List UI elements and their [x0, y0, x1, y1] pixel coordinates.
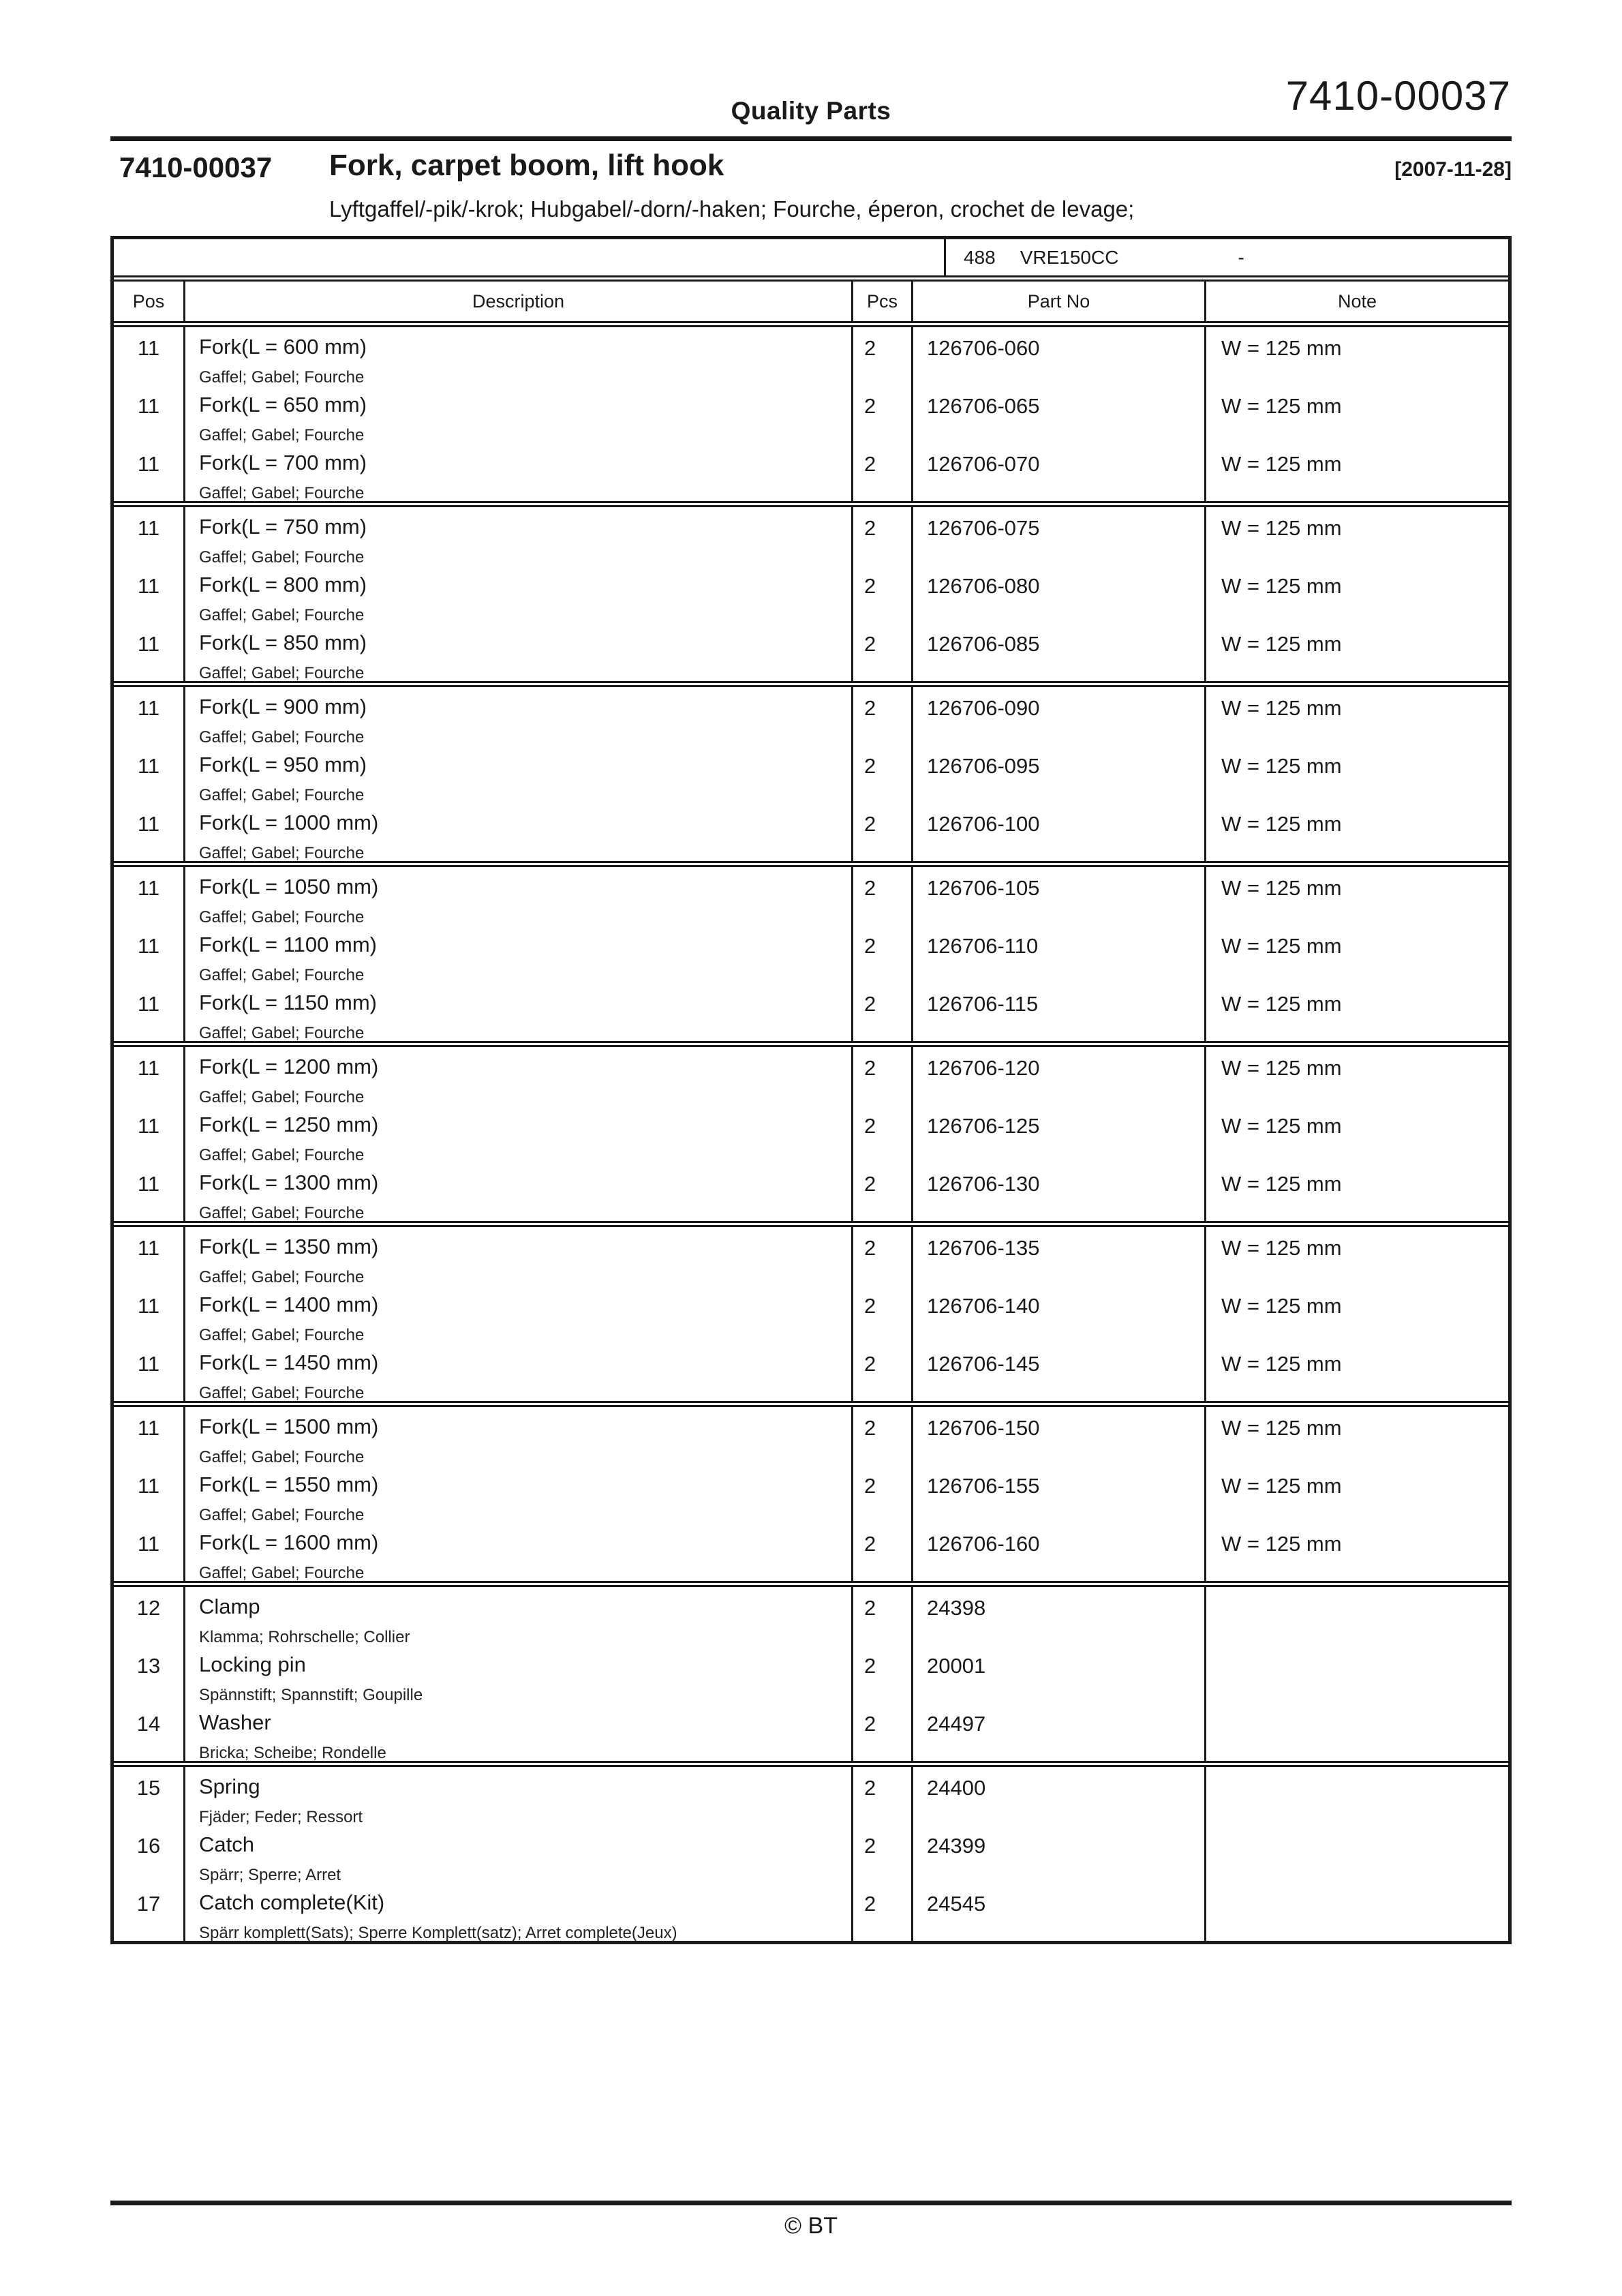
note-cell: W = 125 mm — [1221, 1474, 1342, 1498]
description-cell — [185, 925, 853, 985]
note-cell: W = 125 mm — [1221, 754, 1342, 778]
description-translations: Gaffel; Gabel; Fourche — [199, 1146, 365, 1164]
table-row — [114, 867, 1508, 925]
pcs-cell: 2 — [853, 1047, 913, 1107]
description-cell — [185, 327, 853, 387]
pos-cell: 17 — [114, 1883, 185, 1943]
description-cell — [185, 1825, 853, 1885]
description-main: Clamp — [199, 1595, 260, 1618]
pos-cell: 11 — [114, 565, 185, 625]
description-translations: Gaffel; Gabel; Fourche — [199, 1506, 365, 1524]
note-cell: W = 125 mm — [1221, 992, 1342, 1016]
description-translations: Gaffel; Gabel; Fourche — [199, 368, 365, 387]
part-no-cell: 24400 — [913, 1767, 1206, 1827]
part-no-cell: 126706-140 — [913, 1285, 1206, 1345]
note-cell: W = 125 mm — [1221, 452, 1342, 476]
table-row — [114, 1285, 1508, 1343]
column-header-description: Description — [185, 282, 853, 321]
column-header-pos: Pos — [114, 282, 185, 321]
description-cell — [185, 1163, 853, 1223]
pcs-cell: 2 — [853, 327, 913, 387]
part-no-cell: 126706-085 — [913, 623, 1206, 683]
pcs-cell: 2 — [853, 1227, 913, 1287]
description-cell — [185, 1465, 853, 1525]
description-main: Fork(L = 1350 mm) — [199, 1235, 379, 1258]
row-group — [114, 1047, 1508, 1227]
pos-cell: 11 — [114, 745, 185, 805]
table-row — [114, 1767, 1508, 1825]
parts-table — [110, 236, 1512, 1944]
part-no-cell: 126706-075 — [913, 507, 1206, 567]
pcs-cell: 2 — [853, 1407, 913, 1467]
description-cell — [185, 1227, 853, 1287]
pos-cell: 11 — [114, 327, 185, 387]
description-main: Washer — [199, 1710, 271, 1734]
table-body — [114, 327, 1508, 1941]
pos-cell: 11 — [114, 1343, 185, 1403]
pcs-cell: 2 — [853, 1645, 913, 1705]
table-row — [114, 565, 1508, 623]
table-row — [114, 983, 1508, 1041]
table-row — [114, 1163, 1508, 1221]
pcs-cell: 2 — [853, 745, 913, 805]
description-cell — [185, 1587, 853, 1647]
pcs-cell: 2 — [853, 507, 913, 567]
description-cell — [185, 745, 853, 805]
row-group — [114, 327, 1508, 507]
part-no-cell: 126706-120 — [913, 1047, 1206, 1107]
note-cell: W = 125 mm — [1221, 336, 1342, 360]
model-header-empty-cell — [114, 239, 946, 275]
table-row — [114, 925, 1508, 983]
part-no-cell: 24545 — [913, 1883, 1206, 1943]
note-cell: W = 125 mm — [1221, 1114, 1342, 1138]
pcs-cell: 2 — [853, 1163, 913, 1223]
row-group — [114, 687, 1508, 867]
note-cell: W = 125 mm — [1221, 516, 1342, 540]
description-cell — [185, 803, 853, 863]
pcs-cell: 2 — [853, 1767, 913, 1827]
description-translations: Gaffel; Gabel; Fourche — [199, 908, 365, 926]
description-main: Fork(L = 1250 mm) — [199, 1113, 379, 1136]
description-translations: Gaffel; Gabel; Fourche — [199, 1268, 365, 1286]
revision-date: [2007-11-28] — [1394, 158, 1512, 181]
part-no-cell: 126706-100 — [913, 803, 1206, 863]
pos-cell: 11 — [114, 443, 185, 503]
note-cell: W = 125 mm — [1221, 632, 1342, 656]
description-cell — [185, 1767, 853, 1827]
row-group — [114, 1407, 1508, 1587]
description-translations: Gaffel; Gabel; Fourche — [199, 786, 365, 804]
description-translations: Gaffel; Gabel; Fourche — [199, 484, 365, 502]
description-main: Fork(L = 1000 mm) — [199, 811, 379, 834]
table-row — [114, 803, 1508, 861]
table-row — [114, 1105, 1508, 1163]
description-main: Fork(L = 800 mm) — [199, 573, 367, 596]
description-translations: Spärr; Sperre; Arret — [199, 1866, 341, 1884]
description-translations: Gaffel; Gabel; Fourche — [199, 1326, 365, 1344]
description-cell — [185, 687, 853, 747]
pos-cell: 11 — [114, 867, 185, 927]
note-cell: W = 125 mm — [1221, 1294, 1342, 1318]
pcs-cell: 2 — [853, 1465, 913, 1525]
part-no-cell: 126706-070 — [913, 443, 1206, 503]
page-subtitle-translations: Lyftgaffel/-pik/-krok; Hubgabel/-dorn/-haken; Fourche, éperon, crochet de levage; — [329, 196, 1135, 222]
part-no-cell: 126706-125 — [913, 1105, 1206, 1165]
table-row — [114, 687, 1508, 745]
description-cell — [185, 1645, 853, 1705]
description-main: Fork(L = 850 mm) — [199, 631, 367, 654]
description-cell — [185, 1047, 853, 1107]
part-no-cell: 126706-115 — [913, 983, 1206, 1043]
copyright-notice: © BT — [784, 2213, 838, 2239]
description-translations: Spärr komplett(Sats); Sperre Komplett(satz); Arret complete(Jeux) — [199, 1924, 677, 1942]
pos-cell: 11 — [114, 1163, 185, 1223]
pcs-cell: 2 — [853, 1523, 913, 1583]
column-header-note: Note — [1337, 290, 1377, 312]
description-cell — [185, 1105, 853, 1165]
column-header-pcs: Pcs — [853, 282, 913, 321]
pcs-cell: 2 — [853, 623, 913, 683]
table-row — [114, 507, 1508, 565]
pcs-cell: 2 — [853, 1285, 913, 1345]
part-no-cell: 126706-150 — [913, 1407, 1206, 1467]
part-no-cell: 126706-090 — [913, 687, 1206, 747]
pcs-cell: 2 — [853, 803, 913, 863]
description-main: Fork(L = 1300 mm) — [199, 1170, 379, 1194]
pos-cell: 11 — [114, 1105, 185, 1165]
pcs-cell: 2 — [853, 867, 913, 927]
description-translations: Klamma; Rohrschelle; Collier — [199, 1628, 410, 1646]
table-row — [114, 327, 1508, 385]
note-cell: W = 125 mm — [1221, 394, 1342, 418]
pos-cell: 11 — [114, 687, 185, 747]
description-main: Fork(L = 750 mm) — [199, 515, 367, 539]
description-translations: Gaffel; Gabel; Fourche — [199, 966, 365, 984]
table-row — [114, 1465, 1508, 1523]
pos-cell: 14 — [114, 1703, 185, 1763]
description-main: Fork(L = 1550 mm) — [199, 1472, 379, 1496]
note-cell: W = 125 mm — [1221, 1416, 1342, 1440]
pcs-cell: 2 — [853, 1343, 913, 1403]
part-no-cell: 126706-160 — [913, 1523, 1206, 1583]
description-translations: Gaffel; Gabel; Fourche — [199, 1204, 365, 1222]
table-row — [114, 443, 1508, 501]
pos-cell: 11 — [114, 1407, 185, 1467]
description-cell — [185, 1523, 853, 1583]
note-cell — [1206, 1703, 1508, 1763]
description-translations: Gaffel; Gabel; Fourche — [199, 606, 365, 624]
header-divider-rule — [110, 136, 1512, 141]
description-main: Fork(L = 1100 mm) — [199, 933, 377, 956]
note-cell: W = 125 mm — [1221, 1056, 1342, 1080]
description-main: Fork(L = 1150 mm) — [199, 991, 377, 1014]
part-no-cell: 126706-145 — [913, 1343, 1206, 1403]
pos-cell: 11 — [114, 385, 185, 445]
pos-cell: 11 — [114, 1465, 185, 1525]
part-no-cell: 20001 — [913, 1645, 1206, 1705]
table-row — [114, 1883, 1508, 1941]
description-cell — [185, 1285, 853, 1345]
part-no-cell: 24399 — [913, 1825, 1206, 1885]
description-main: Fork(L = 1200 mm) — [199, 1055, 379, 1078]
pos-cell: 13 — [114, 1645, 185, 1705]
part-no-cell: 24497 — [913, 1703, 1206, 1763]
part-no-cell: 126706-080 — [913, 565, 1206, 625]
description-main: Fork(L = 1600 mm) — [199, 1530, 379, 1554]
table-row — [114, 1703, 1508, 1761]
description-cell — [185, 1407, 853, 1467]
description-cell — [185, 1883, 853, 1943]
table-row — [114, 1523, 1508, 1581]
pos-cell: 11 — [114, 623, 185, 683]
pcs-cell: 2 — [853, 385, 913, 445]
note-cell: W = 125 mm — [1221, 574, 1342, 598]
pcs-cell: 2 — [853, 1587, 913, 1647]
table-row — [114, 745, 1508, 803]
note-cell: W = 125 mm — [1221, 1532, 1342, 1556]
description-translations: Spännstift; Spannstift; Goupille — [199, 1686, 423, 1704]
description-translations: Fjäder; Feder; Ressort — [199, 1808, 363, 1826]
description-main: Catch — [199, 1832, 254, 1856]
column-header-part-no: Part No — [913, 282, 1206, 321]
description-translations: Gaffel; Gabel; Fourche — [199, 426, 365, 444]
column-header-row — [114, 282, 1508, 327]
description-translations: Gaffel; Gabel; Fourche — [199, 548, 365, 567]
pcs-cell: 2 — [853, 1105, 913, 1165]
title-doc-number: 7410-00037 — [119, 151, 273, 183]
pos-cell: 11 — [114, 1523, 185, 1583]
model-header-cell — [946, 239, 1508, 275]
page-header-doc-number: 7410-00037 — [1285, 73, 1511, 119]
table-row — [114, 385, 1508, 443]
description-cell — [185, 623, 853, 683]
description-translations: Gaffel; Gabel; Fourche — [199, 664, 365, 682]
pcs-cell: 2 — [853, 565, 913, 625]
row-group — [114, 1587, 1508, 1767]
note-cell: W = 125 mm — [1221, 876, 1342, 900]
note-cell: W = 125 mm — [1221, 1172, 1342, 1196]
table-row — [114, 1343, 1508, 1401]
description-main: Fork(L = 600 mm) — [199, 335, 367, 359]
description-translations: Gaffel; Gabel; Fourche — [199, 1024, 365, 1042]
model-code: 488 — [964, 246, 996, 268]
pcs-cell: 2 — [853, 1825, 913, 1885]
description-main: Fork(L = 1500 mm) — [199, 1415, 379, 1438]
page-title: Fork, carpet boom, lift hook — [329, 149, 724, 182]
pos-cell: 12 — [114, 1587, 185, 1647]
description-cell — [185, 385, 853, 445]
table-row — [114, 1407, 1508, 1465]
model-name: VRE150CC — [1020, 246, 1119, 268]
model-dash: - — [1238, 246, 1244, 268]
table-row — [114, 1587, 1508, 1645]
note-cell — [1206, 1645, 1508, 1705]
footer-divider-rule — [110, 2201, 1512, 2205]
note-cell: W = 125 mm — [1221, 934, 1342, 958]
table-row — [114, 1227, 1508, 1285]
description-cell — [185, 983, 853, 1043]
part-no-cell: 126706-135 — [913, 1227, 1206, 1287]
description-cell — [185, 1703, 853, 1763]
part-no-cell: 126706-155 — [913, 1465, 1206, 1525]
description-cell — [185, 565, 853, 625]
table-row — [114, 1645, 1508, 1703]
note-cell: W = 125 mm — [1221, 812, 1342, 836]
table-row — [114, 623, 1508, 681]
note-cell: W = 125 mm — [1221, 1236, 1342, 1260]
pos-cell: 11 — [114, 507, 185, 567]
table-row — [114, 1047, 1508, 1105]
pos-cell: 11 — [114, 1227, 185, 1287]
row-group — [114, 507, 1508, 687]
note-cell — [1206, 1587, 1508, 1647]
pcs-cell: 2 — [853, 1883, 913, 1943]
pcs-cell: 2 — [853, 1703, 913, 1763]
description-main: Fork(L = 1400 mm) — [199, 1293, 379, 1316]
part-no-cell: 126706-060 — [913, 327, 1206, 387]
description-translations: Gaffel; Gabel; Fourche — [199, 1088, 365, 1106]
note-cell: W = 125 mm — [1221, 696, 1342, 720]
description-translations: Gaffel; Gabel; Fourche — [199, 1564, 365, 1582]
description-main: Fork(L = 1050 mm) — [199, 875, 379, 898]
description-cell — [185, 443, 853, 503]
note-cell — [1206, 1883, 1508, 1943]
part-no-cell: 126706-065 — [913, 385, 1206, 445]
note-cell — [1206, 1825, 1508, 1885]
description-translations: Gaffel; Gabel; Fourche — [199, 1448, 365, 1466]
pos-cell: 11 — [114, 1285, 185, 1345]
pcs-cell: 2 — [853, 443, 913, 503]
row-group — [114, 1227, 1508, 1407]
row-group — [114, 867, 1508, 1047]
pos-cell: 15 — [114, 1767, 185, 1827]
pcs-cell: 2 — [853, 925, 913, 985]
description-main: Catch complete(Kit) — [199, 1890, 385, 1914]
pcs-cell: 2 — [853, 687, 913, 747]
pos-cell: 11 — [114, 1047, 185, 1107]
description-translations: Gaffel; Gabel; Fourche — [199, 844, 365, 862]
model-header-row — [114, 239, 1508, 282]
description-main: Fork(L = 1450 mm) — [199, 1350, 379, 1374]
part-no-cell: 126706-105 — [913, 867, 1206, 927]
part-no-cell: 24398 — [913, 1587, 1206, 1647]
part-no-cell: 126706-130 — [913, 1163, 1206, 1223]
note-cell: W = 125 mm — [1221, 1352, 1342, 1376]
pcs-cell: 2 — [853, 983, 913, 1043]
row-group — [114, 1767, 1508, 1941]
pos-cell: 16 — [114, 1825, 185, 1885]
note-cell — [1206, 1767, 1508, 1827]
description-cell — [185, 507, 853, 567]
description-main: Spring — [199, 1774, 260, 1798]
description-main: Fork(L = 950 mm) — [199, 753, 367, 776]
description-main: Fork(L = 650 mm) — [199, 393, 367, 417]
description-translations: Bricka; Scheibe; Rondelle — [199, 1744, 386, 1762]
part-no-cell: 126706-110 — [913, 925, 1206, 985]
description-cell — [185, 1343, 853, 1403]
description-main: Fork(L = 900 mm) — [199, 695, 367, 719]
page-header-title: Quality Parts — [731, 97, 891, 125]
pos-cell: 11 — [114, 925, 185, 985]
description-cell — [185, 867, 853, 927]
description-main: Fork(L = 700 mm) — [199, 451, 367, 474]
pos-cell: 11 — [114, 983, 185, 1043]
pos-cell: 11 — [114, 803, 185, 863]
part-no-cell: 126706-095 — [913, 745, 1206, 805]
description-translations: Gaffel; Gabel; Fourche — [199, 728, 365, 746]
description-translations: Gaffel; Gabel; Fourche — [199, 1384, 365, 1402]
table-row — [114, 1825, 1508, 1883]
description-main: Locking pin — [199, 1652, 306, 1676]
